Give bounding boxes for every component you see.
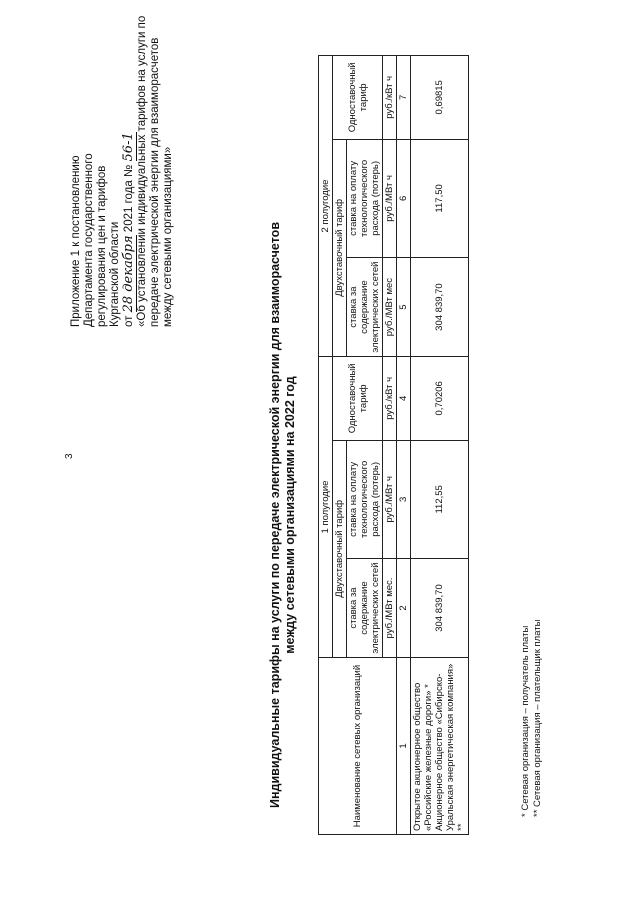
unit-cell: руб./МВт ч [383,139,397,257]
header-two-part-1: Двухставочный тариф [333,440,347,657]
table-row [411,56,469,835]
header-rate-losses-1: ставка на оплату технологического расхода (потерь) [347,440,383,558]
unit-cell: руб./кВт ч [383,56,397,140]
header-one-part-2: Одноставочный тариф [333,56,383,140]
footnote: ** Сетевая организация – плательщик платы [532,619,543,817]
organization-cell [411,658,469,835]
organization-payer: Акционерное общество «Сибирско-Уральская энергетическая компания» ** [434,663,467,831]
value-cell: 304 839,70 [411,258,469,357]
value-cell: 0,70206 [411,357,469,441]
value-cell: 0,69815 [411,56,469,140]
document-title [268,205,298,825]
header-rate-losses-2: ставка на оплату технологического расхода (потерь) [347,139,383,257]
header-one-part-1: Одноставочный тариф [333,357,383,441]
column-number: 7 [397,56,411,140]
appendix-line: Курганской области [109,221,121,327]
appendix-block [70,7,175,327]
header-rate-maintenance-2: ставка за содержание электрических сетей [347,258,383,357]
appendix-date [122,7,136,327]
date-prefix: от [123,315,135,327]
appendix-line: Департамента государственного [83,153,95,327]
appendix-line: Приложение 1 к постановлению [70,155,82,327]
appendix-line: регулирования цен и тарифов [96,165,108,327]
value-cell: 117,50 [411,139,469,257]
column-number: 3 [397,440,411,558]
organization-recipient: Открытое акционерное общество «Российские железные дороги» * [412,682,434,831]
footnotes [520,620,544,817]
column-number: 6 [397,139,411,257]
page-number: 3 [64,453,75,459]
header-organization: Наименование сетевых организаций [319,658,397,835]
unit-cell: руб./МВт ч [383,440,397,558]
column-number: 4 [397,357,411,441]
footnote: * Сетевая организация – получатель платы [520,625,531,817]
header-half-1: 1 полугодие [319,357,333,658]
unit-cell: руб./МВт мес. [383,559,397,658]
handwritten-date: 28 декабря [121,235,136,313]
appendix-subject: «Об установлении индивидуальных тарифов на услуги по передаче электрической энергии для взаиморасчетов между сетевыми организациями» [136,15,174,327]
date-year: 2021 года № [123,164,135,233]
table-header-row [319,56,333,835]
title-line-2: между сетевыми организациями на 2022 год [283,376,297,654]
unit-cell: руб./кВт ч [383,357,397,441]
handwritten-number: 56-1 [121,132,136,162]
value-cell: 112,55 [411,440,469,558]
column-number: 2 [397,559,411,658]
column-number: 1 [397,658,411,835]
unit-cell: руб./МВт мес [383,258,397,357]
column-number: 5 [397,258,411,357]
header-rate-maintenance-1: ставка за содержание электрических сетей [347,559,383,658]
tariff-table [318,55,469,835]
header-two-part-2: Двухставочный тариф [333,139,347,356]
title-line-1: Индивидуальные тарифы на услуги по передаче электрической энергии для взаиморасчетов [268,221,282,809]
header-half-2: 2 полугодие [319,56,333,357]
value-cell: 304 839,70 [411,559,469,658]
table-column-numbers-row [397,56,411,835]
